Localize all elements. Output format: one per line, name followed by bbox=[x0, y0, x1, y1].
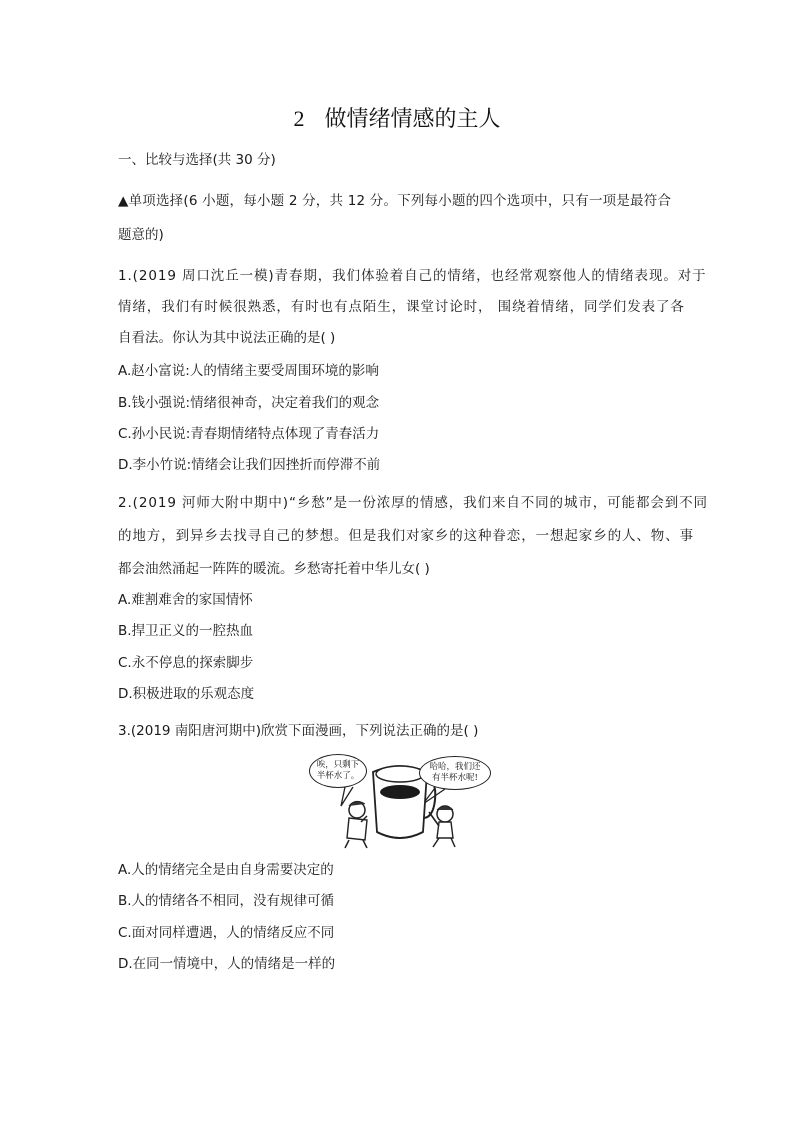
question-stem-line: 都会油然涌起一阵阵的暖流。乡愁寄托着中华儿女( ) bbox=[118, 561, 430, 577]
title-text: 做情绪情感的主人 bbox=[324, 107, 501, 132]
option-d: D.积极进取的乐观态度 bbox=[118, 686, 255, 702]
option-c: C.永不停息的探索脚步 bbox=[118, 655, 254, 671]
option-b: B.捍卫正义的一腔热血 bbox=[118, 623, 254, 639]
question-stem-line: 2.(2019 河师大附中期中)“乡愁”是一份浓厚的情感，我们来自不同的城市，可能都会到不同 bbox=[118, 495, 708, 511]
bubble-text-line: 唉，只剩下 bbox=[316, 760, 360, 770]
option-a: A.人的情绪完全是由自身需要决定的 bbox=[118, 862, 334, 878]
option-b: B.人的情绪各不相同，没有规律可循 bbox=[118, 893, 335, 909]
question-stem-line: 的地方，到异乡去找寻自己的梦想。但是我们对家乡的这种眷恋，一想起家乡的人、物、事 bbox=[118, 528, 694, 544]
question-stem-line: 1.(2019 周口沈丘一模)青春期，我们体验着自己的情绪，也经常观察他人的情绪表现。对于 bbox=[118, 268, 707, 284]
option-d: D.李小竹说:情绪会让我们因挫折而停滞不前 bbox=[118, 457, 381, 473]
question-stem-line: 自看法。你认为其中说法正确的是( ) bbox=[118, 330, 336, 346]
title-number: 2 bbox=[293, 106, 305, 131]
option-c: C.面对同样遭遇，人的情绪反应不同 bbox=[118, 925, 335, 941]
speech-bubble-left bbox=[309, 754, 367, 788]
speech-bubble-right bbox=[419, 756, 491, 790]
bubble-text-line: 半杯水了。 bbox=[316, 771, 360, 781]
question-stem-line: 情绪，我们有时候很熟悉，有时也有点陌生，课堂讨论时， 围绕着情绪，同学们发表了各 bbox=[118, 299, 685, 315]
option-a: A.赵小富说:人的情绪主要受周围环境的影响 bbox=[118, 363, 379, 379]
option-c: C.孙小民说:青春期情绪特点体现了青春活力 bbox=[118, 426, 380, 442]
half-glass-cartoon bbox=[305, 752, 495, 852]
instructions-line-1: ▲单项选择(6 小题，每小题 2 分，共 12 分。下列每小题的四个选项中，只有一项是最符合 bbox=[118, 193, 672, 209]
option-b: B.钱小强说:情绪很神奇，决定着我们的观念 bbox=[118, 395, 380, 411]
option-a: A.难割难舍的家国情怀 bbox=[118, 592, 253, 608]
bubble-text-line: 有半杯水呢! bbox=[432, 773, 478, 783]
section-heading: 一、比较与选择(共 30 分) bbox=[118, 152, 276, 168]
instructions-line-2: 题意的) bbox=[118, 227, 164, 243]
option-d: D.在同一情境中，人的情绪是一样的 bbox=[118, 956, 336, 972]
bubble-text-line: 哈哈，我们还 bbox=[429, 762, 481, 772]
question-stem-line: 3.(2019 南阳唐河期中)欣赏下面漫画，下列说法正确的是( ) bbox=[118, 723, 479, 739]
page-title bbox=[0, 104, 794, 135]
